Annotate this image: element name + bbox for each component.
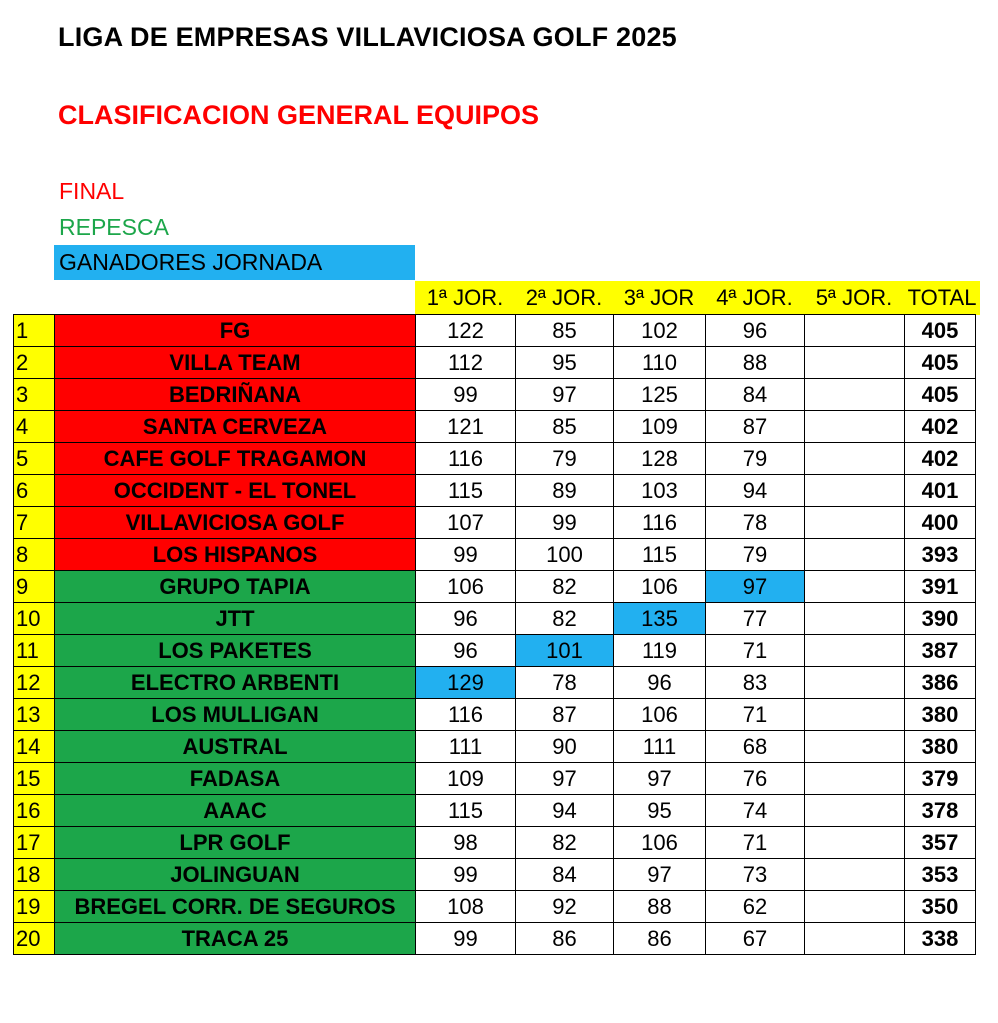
legend-repesca: REPESCA (59, 214, 169, 240)
team-name-cell: LOS PAKETES (55, 635, 416, 667)
score-cell-jornada-5 (805, 859, 905, 891)
table-row (14, 667, 976, 699)
team-name-cell: TRACA 25 (55, 923, 416, 955)
score-cell-jornada-2: 99 (516, 507, 614, 539)
team-name-cell: BREGEL CORR. DE SEGUROS (55, 891, 416, 923)
table-row (14, 731, 976, 763)
score-cell-jornada-3: 86 (614, 923, 706, 955)
score-cell-jornada-2: 100 (516, 539, 614, 571)
rank-cell: 15 (14, 763, 55, 795)
score-cell-jornada-5 (805, 443, 905, 475)
table-row (14, 315, 976, 347)
score-cell-jornada-3: 111 (614, 731, 706, 763)
score-cell-jornada-2: 97 (516, 379, 614, 411)
score-cell-jornada-5 (805, 315, 905, 347)
score-cell-jornada-4: 67 (706, 923, 805, 955)
score-cell-jornada-4: 79 (706, 443, 805, 475)
score-cell-jornada-4: 79 (706, 539, 805, 571)
table-row (14, 571, 976, 603)
score-cell-jornada-3: 95 (614, 795, 706, 827)
total-cell: 401 (905, 475, 976, 507)
score-cell-jornada-4: 87 (706, 411, 805, 443)
legend-ganadores-jornada: GANADORES JORNADA (54, 245, 415, 280)
rank-cell: 19 (14, 891, 55, 923)
score-cell-jornada-3: 109 (614, 411, 706, 443)
rank-cell: 18 (14, 859, 55, 891)
score-cell-jornada-2: 90 (516, 731, 614, 763)
rank-cell: 6 (14, 475, 55, 507)
team-name-cell: GRUPO TAPIA (55, 571, 416, 603)
team-name-cell: AAAC (55, 795, 416, 827)
team-name-cell: FG (55, 315, 416, 347)
score-cell-jornada-2: 97 (516, 763, 614, 795)
standings-table (13, 314, 976, 955)
table-row (14, 795, 976, 827)
rank-cell: 8 (14, 539, 55, 571)
total-cell: 380 (905, 731, 976, 763)
total-cell: 402 (905, 443, 976, 475)
score-cell-jornada-3: 97 (614, 859, 706, 891)
score-cell-jornada-3: 102 (614, 315, 706, 347)
team-name-cell: JTT (55, 603, 416, 635)
score-cell-jornada-3: 96 (614, 667, 706, 699)
score-cell-jornada-2: 85 (516, 315, 614, 347)
score-cell-jornada-5 (805, 347, 905, 379)
score-cell-jornada-1: 99 (416, 539, 516, 571)
total-cell: 350 (905, 891, 976, 923)
score-cell-jornada-5 (805, 699, 905, 731)
score-cell-jornada-5 (805, 827, 905, 859)
column-header-6: TOTAL (904, 281, 980, 315)
score-cell-jornada-1: 99 (416, 379, 516, 411)
total-cell: 353 (905, 859, 976, 891)
score-cell-jornada-1: 99 (416, 859, 516, 891)
score-cell-jornada-5 (805, 667, 905, 699)
table-row (14, 475, 976, 507)
score-cell-jornada-5 (805, 539, 905, 571)
score-cell-jornada-1: 106 (416, 571, 516, 603)
total-cell: 402 (905, 411, 976, 443)
score-cell-jornada-3: 106 (614, 827, 706, 859)
score-cell-jornada-4: 68 (706, 731, 805, 763)
score-cell-jornada-2: 85 (516, 411, 614, 443)
score-cell-jornada-1: 116 (416, 699, 516, 731)
score-cell-jornada-3: 88 (614, 891, 706, 923)
score-cell-jornada-2: 82 (516, 603, 614, 635)
team-name-cell: LOS HISPANOS (55, 539, 416, 571)
score-cell-jornada-3: 103 (614, 475, 706, 507)
score-cell-jornada-3: 106 (614, 571, 706, 603)
team-name-cell: BEDRIÑANA (55, 379, 416, 411)
score-cell-jornada-4: 74 (706, 795, 805, 827)
rank-cell: 5 (14, 443, 55, 475)
score-cell-jornada-2: 79 (516, 443, 614, 475)
total-cell: 386 (905, 667, 976, 699)
score-cell-jornada-5 (805, 891, 905, 923)
score-cell-jornada-4: 73 (706, 859, 805, 891)
total-cell: 338 (905, 923, 976, 955)
team-name-cell: FADASA (55, 763, 416, 795)
team-name-cell: ELECTRO ARBENTI (55, 667, 416, 699)
score-cell-jornada-1: 121 (416, 411, 516, 443)
score-cell-jornada-4: 76 (706, 763, 805, 795)
score-cell-jornada-1: 111 (416, 731, 516, 763)
total-cell: 393 (905, 539, 976, 571)
column-header-3: 3ª JOR (613, 281, 705, 315)
total-cell: 405 (905, 379, 976, 411)
table-row (14, 539, 976, 571)
team-name-cell: JOLINGUAN (55, 859, 416, 891)
score-cell-jornada-2: 86 (516, 923, 614, 955)
page-title: LIGA DE EMPRESAS VILLAVICIOSA GOLF 2025 (58, 22, 677, 52)
team-name-cell: OCCIDENT - EL TONEL (55, 475, 416, 507)
rank-cell: 14 (14, 731, 55, 763)
score-cell-jornada-2: 89 (516, 475, 614, 507)
total-cell: 387 (905, 635, 976, 667)
total-cell: 391 (905, 571, 976, 603)
score-cell-jornada-4: 94 (706, 475, 805, 507)
rank-cell: 9 (14, 571, 55, 603)
rank-cell: 16 (14, 795, 55, 827)
table-row (14, 635, 976, 667)
score-cell-jornada-5 (805, 923, 905, 955)
score-cell-jornada-5 (805, 635, 905, 667)
score-cell-jornada-3: 125 (614, 379, 706, 411)
score-cell-jornada-1: 98 (416, 827, 516, 859)
rank-cell: 11 (14, 635, 55, 667)
rank-cell: 13 (14, 699, 55, 731)
score-cell-jornada-4: 78 (706, 507, 805, 539)
score-cell-jornada-4: 71 (706, 699, 805, 731)
column-header-5: 5ª JOR. (804, 281, 904, 315)
rank-cell: 20 (14, 923, 55, 955)
score-cell-jornada-2: 95 (516, 347, 614, 379)
score-cell-jornada-4: 84 (706, 379, 805, 411)
score-cell-jornada-2: 87 (516, 699, 614, 731)
rank-cell: 12 (14, 667, 55, 699)
score-cell-jornada-1: 99 (416, 923, 516, 955)
table-row (14, 859, 976, 891)
score-cell-jornada-5 (805, 603, 905, 635)
score-cell-jornada-3: 97 (614, 763, 706, 795)
table-row (14, 763, 976, 795)
score-cell-jornada-5 (805, 379, 905, 411)
column-header-2: 2ª JOR. (515, 281, 613, 315)
score-cell-jornada-5 (805, 731, 905, 763)
team-name-cell: VILLAVICIOSA GOLF (55, 507, 416, 539)
score-cell-jornada-1: 115 (416, 795, 516, 827)
team-name-cell: LOS MULLIGAN (55, 699, 416, 731)
score-cell-jornada-2: 92 (516, 891, 614, 923)
score-cell-jornada-4: 71 (706, 635, 805, 667)
score-cell-jornada-4: 88 (706, 347, 805, 379)
score-cell-jornada-1: 112 (416, 347, 516, 379)
score-cell-jornada-4: 97 (706, 571, 805, 603)
score-cell-jornada-5 (805, 475, 905, 507)
score-cell-jornada-5 (805, 411, 905, 443)
rank-cell: 4 (14, 411, 55, 443)
rank-cell: 1 (14, 315, 55, 347)
score-cell-jornada-5 (805, 795, 905, 827)
score-cell-jornada-2: 94 (516, 795, 614, 827)
score-cell-jornada-3: 119 (614, 635, 706, 667)
table-row (14, 891, 976, 923)
table-row (14, 603, 976, 635)
total-cell: 378 (905, 795, 976, 827)
score-cell-jornada-4: 62 (706, 891, 805, 923)
table-row (14, 347, 976, 379)
table-row (14, 411, 976, 443)
team-name-cell: AUSTRAL (55, 731, 416, 763)
score-cell-jornada-1: 107 (416, 507, 516, 539)
score-cell-jornada-4: 77 (706, 603, 805, 635)
column-header-1: 1ª JOR. (415, 281, 515, 315)
score-cell-jornada-4: 96 (706, 315, 805, 347)
score-cell-jornada-1: 96 (416, 603, 516, 635)
score-cell-jornada-2: 82 (516, 827, 614, 859)
score-cell-jornada-3: 106 (614, 699, 706, 731)
score-cell-jornada-2: 101 (516, 635, 614, 667)
score-cell-jornada-3: 110 (614, 347, 706, 379)
score-cell-jornada-1: 116 (416, 443, 516, 475)
score-cell-jornada-5 (805, 571, 905, 603)
score-cell-jornada-4: 71 (706, 827, 805, 859)
score-cell-jornada-3: 116 (614, 507, 706, 539)
score-cell-jornada-1: 108 (416, 891, 516, 923)
total-cell: 390 (905, 603, 976, 635)
team-name-cell: LPR GOLF (55, 827, 416, 859)
score-cell-jornada-5 (805, 507, 905, 539)
total-cell: 405 (905, 315, 976, 347)
score-cell-jornada-1: 96 (416, 635, 516, 667)
score-cell-jornada-4: 83 (706, 667, 805, 699)
total-cell: 380 (905, 699, 976, 731)
legend-final: FINAL (59, 178, 125, 204)
total-cell: 405 (905, 347, 976, 379)
score-cell-jornada-1: 109 (416, 763, 516, 795)
table-row (14, 699, 976, 731)
rank-cell: 3 (14, 379, 55, 411)
table-row (14, 923, 976, 955)
rank-cell: 7 (14, 507, 55, 539)
score-cell-jornada-3: 135 (614, 603, 706, 635)
score-cell-jornada-1: 115 (416, 475, 516, 507)
table-row (14, 379, 976, 411)
score-cell-jornada-1: 122 (416, 315, 516, 347)
team-name-cell: SANTA CERVEZA (55, 411, 416, 443)
table-row (14, 507, 976, 539)
score-cell-jornada-3: 128 (614, 443, 706, 475)
score-cell-jornada-5 (805, 763, 905, 795)
total-cell: 379 (905, 763, 976, 795)
score-cell-jornada-1: 129 (416, 667, 516, 699)
rank-cell: 17 (14, 827, 55, 859)
rank-cell: 2 (14, 347, 55, 379)
table-row (14, 443, 976, 475)
page-subtitle: CLASIFICACION GENERAL EQUIPOS (58, 100, 540, 130)
rank-cell: 10 (14, 603, 55, 635)
score-cell-jornada-3: 115 (614, 539, 706, 571)
team-name-cell: VILLA TEAM (55, 347, 416, 379)
column-header-4: 4ª JOR. (705, 281, 804, 315)
total-cell: 357 (905, 827, 976, 859)
score-cell-jornada-2: 82 (516, 571, 614, 603)
score-cell-jornada-2: 78 (516, 667, 614, 699)
score-cell-jornada-2: 84 (516, 859, 614, 891)
table-row (14, 827, 976, 859)
team-name-cell: CAFE GOLF TRAGAMON (55, 443, 416, 475)
total-cell: 400 (905, 507, 976, 539)
